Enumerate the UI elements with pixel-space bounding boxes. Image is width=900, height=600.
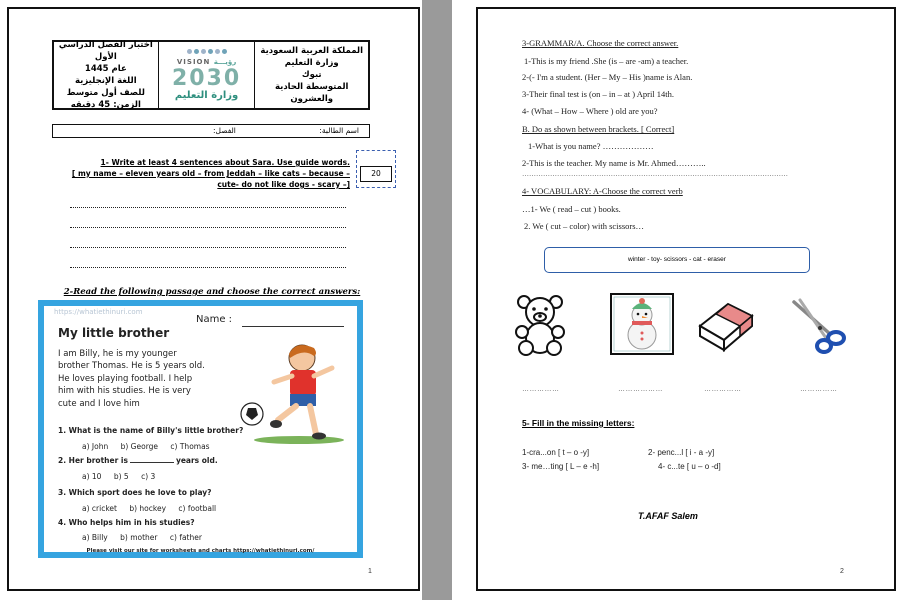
- answer-option[interactable]: a) 10: [82, 472, 102, 481]
- header-line: للصف أول متوسط: [66, 88, 145, 98]
- eraser-icon: [694, 298, 756, 354]
- boy-kicking-ball-icon: [224, 336, 354, 446]
- question-1-guide-words: [ my name – eleven years old – from Jeddah – like cats – because –: [71, 169, 350, 178]
- vision-2030-logo: [159, 42, 256, 108]
- page-number: 2: [840, 568, 844, 575]
- answer-option[interactable]: a) cricket: [82, 504, 117, 513]
- worksheet-watermark: https://whatiethinuri.com: [54, 308, 143, 316]
- answer-option[interactable]: c) Thomas: [170, 442, 210, 451]
- question-1-title: 1- Write at least 4 sentences about Sara. Use guide words.: [100, 158, 350, 167]
- worksheet-footer: Please visit our site for worksheets and charts https://whatiethinuri.com/: [86, 548, 315, 554]
- word-bank: winter - toy- scissors - cat - eraser: [544, 247, 810, 273]
- exam-info-cell: [54, 42, 159, 108]
- vocabulary-item[interactable]: …1- We ( read – cut ) books.: [522, 204, 621, 214]
- worksheet-question: 1. What is the name of Billy's little brother?: [58, 426, 244, 435]
- header-line: اختبار الفصل الدراسي الأول: [58, 40, 153, 62]
- answer-option[interactable]: c) father: [169, 533, 202, 542]
- page-2: [452, 0, 900, 600]
- header-line: والعشرون: [290, 94, 334, 104]
- page-number: 1: [368, 568, 372, 575]
- fill-item[interactable]: 4- c...te [ u – o -d]: [658, 462, 721, 471]
- snowman-icon: [610, 293, 674, 355]
- worksheet-question: [58, 456, 218, 465]
- answer-option[interactable]: c) 3: [141, 472, 156, 481]
- correct-item[interactable]: 2-This is the teacher. My name is Mr. Ahmed………..: [522, 158, 706, 168]
- fill-letters-title: 5- Fill in the missing letters:: [522, 418, 635, 428]
- worksheet-name-label: Name :: [196, 314, 233, 325]
- question-1-guide-words: cute- do not like dogs - scary –]: [217, 180, 350, 189]
- student-name-label: اسم الطالبة:: [319, 126, 359, 135]
- fill-item[interactable]: 1-cra...on [ t – o -y]: [522, 448, 590, 457]
- student-name-row: [52, 124, 370, 138]
- scissors-icon: [790, 298, 850, 356]
- answer-line[interactable]: [70, 227, 346, 228]
- logo-year: 2030: [171, 65, 242, 91]
- picture-answer-dots[interactable]: ………………: [618, 386, 663, 393]
- answer-option[interactable]: a) Billy: [82, 533, 108, 542]
- answer-blank[interactable]: [130, 462, 174, 463]
- grammar-item[interactable]: 1-This is my friend .She (is – are -am) a teacher.: [524, 56, 689, 66]
- vocabulary-title: 4- VOCABULARY: A-Choose the correct verb: [522, 186, 683, 196]
- answer-option[interactable]: c) football: [178, 504, 217, 513]
- worksheet-title: My little brother: [58, 326, 170, 340]
- header-line: تبوك: [301, 70, 322, 80]
- grammar-title: 3-GRAMMAR/A. Choose the correct answer.: [522, 38, 679, 48]
- reading-worksheet: [38, 300, 363, 558]
- header-line: وزارة التعليم: [284, 58, 339, 68]
- logo-arabic-text: رؤيـــة: [213, 57, 237, 66]
- score-frame: [356, 150, 396, 188]
- question-1: [60, 157, 350, 190]
- answer-option[interactable]: a) John: [82, 442, 109, 451]
- picture-answer-dots[interactable]: ……………: [800, 386, 838, 393]
- picture-answer-dots[interactable]: ……………: [704, 386, 742, 393]
- grammar-item[interactable]: 4- (What – How – Where ) old are you?: [522, 106, 658, 116]
- page-1: [0, 0, 422, 600]
- fill-item[interactable]: 3- me…ting [ L – e -h]: [522, 462, 600, 471]
- exam-header: [52, 40, 370, 110]
- header-line: الزمن: 45 دقيقه: [70, 100, 141, 110]
- header-line: المتوسطة الحادية: [274, 82, 349, 92]
- answer-option[interactable]: b) George: [120, 442, 159, 451]
- question-text: 2. Her brother is: [58, 456, 128, 465]
- answer-line[interactable]: [70, 247, 346, 248]
- answer-options: [82, 504, 226, 513]
- reading-passage: I am Billy, he is my younger brother Thomas. He is 5 years old. He loves playing football. I help him with his studies. He is very cute and I love him: [58, 349, 205, 409]
- teacher-signature: T.AFAF Salem: [638, 511, 698, 521]
- logo-ministry: وزارة التعليم: [174, 89, 239, 101]
- grammar-item[interactable]: 3-Their final test is (on – in – at ) April 14th.: [522, 89, 675, 99]
- answer-option[interactable]: b) 5: [113, 472, 129, 481]
- question-2-title: 2-Read the following passage and choose the correct answers:: [63, 287, 361, 297]
- answer-options: [82, 533, 212, 542]
- vocabulary-item[interactable]: 2. We ( cut – color) with scissors…: [524, 221, 645, 231]
- teddy-bear-icon: [512, 294, 568, 356]
- answer-option[interactable]: b) mother: [120, 533, 158, 542]
- answer-options: [82, 442, 220, 451]
- answer-option[interactable]: b) hockey: [129, 504, 167, 513]
- answer-line[interactable]: [70, 207, 346, 208]
- correct-title: B. Do as shown between brackets. [ Correct]: [522, 124, 675, 134]
- answer-dots[interactable]: ……………………………………………………………………………………………………: [522, 170, 788, 178]
- correct-item[interactable]: 1-What is you name? ………………: [528, 141, 654, 151]
- worksheet-question: 4. Who helps him in his studies?: [58, 518, 195, 527]
- answer-line[interactable]: [70, 267, 346, 268]
- grammar-item[interactable]: 2-(- I'm a student. (Her – My – His )name is Alan.: [522, 72, 693, 82]
- header-line: عام 1445: [84, 64, 127, 74]
- worksheet-question: 3. Which sport does he love to play?: [58, 488, 212, 497]
- logo-vision-text: VISION: [176, 57, 211, 66]
- kingdom-info-cell: [255, 42, 368, 108]
- fill-item[interactable]: 2- penc...l [ i - a -y]: [648, 448, 715, 457]
- question-text: years old.: [175, 456, 218, 465]
- worksheet-name-line[interactable]: [242, 326, 344, 327]
- answer-options: [82, 472, 165, 481]
- logo-dots-icon: [187, 49, 227, 54]
- class-label: الفصل:: [213, 126, 236, 135]
- header-line: المملكة العربية السعودية: [260, 46, 364, 56]
- header-line: اللغة الإنجليزية: [75, 76, 137, 86]
- score-box: 20: [360, 166, 392, 182]
- picture-answer-dots[interactable]: ……………: [522, 386, 560, 393]
